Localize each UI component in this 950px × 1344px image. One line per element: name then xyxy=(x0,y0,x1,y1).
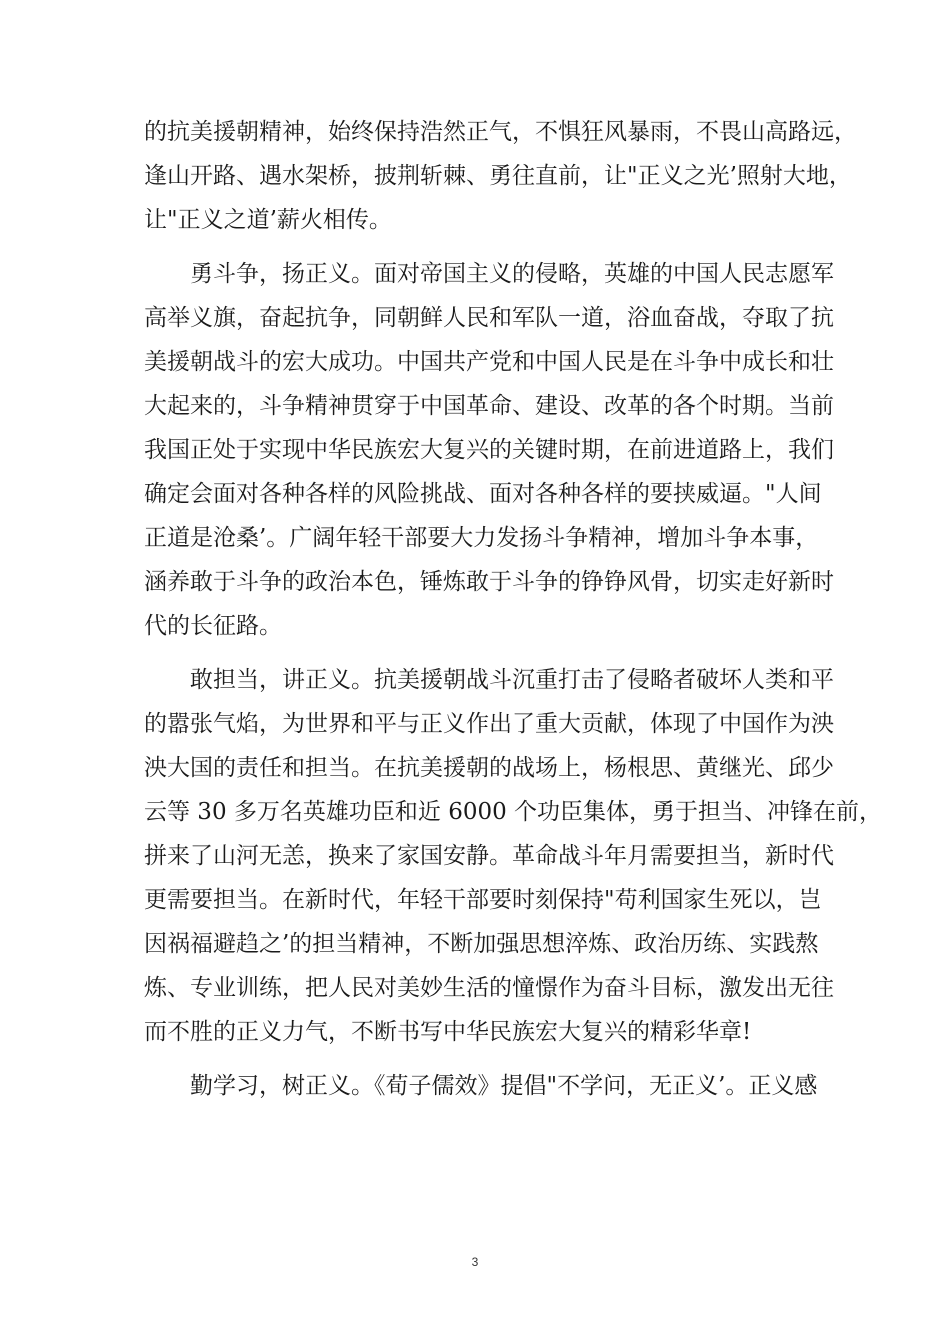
text-line: 云等 30 多万名英雄功臣和近 6000 个功臣集体，勇于担当、冲锋在前， xyxy=(144,799,883,825)
text-line: 因祸福避趋之’的担当精神，不断加强思想淬炼、政治历练、实践熬 xyxy=(144,931,819,957)
text-line: 的嚣张气焰，为世界和平与正义作出了重大贡献，体现了中国作为泱 xyxy=(144,711,834,737)
text-line: 让"正义之道’薪火相传。 xyxy=(144,207,392,233)
paragraph xyxy=(144,658,883,1054)
paragraph xyxy=(144,252,834,648)
text-line: 我国正处于实现中华民族宏大复兴的关键时期，在前进道路上，我们 xyxy=(144,437,834,463)
text-line: 逢山开路、遇水架桥，披荆斩棘、勇往直前，让"正义之光’照射大地， xyxy=(144,163,852,189)
text-line: 高举义旗，奋起抗争，同朝鲜人民和军队一道，浴血奋战，夺取了抗 xyxy=(144,305,834,331)
text-line: 的抗美援朝精神，始终保持浩然正气，不惧狂风暴雨，不畏山高路远， xyxy=(144,119,857,145)
text-line: 确定会面对各种各样的风险挑战、面对各种各样的要挟威逼。"人间 xyxy=(144,481,822,507)
text-line: 代的长征路。 xyxy=(144,613,282,639)
text-line: 而不胜的正义力气，不断书写中华民族宏大复兴的精彩华章! xyxy=(144,1019,752,1045)
text-line: 大起来的，斗争精神贯穿于中国革命、建设、改革的各个时期。当前 xyxy=(144,393,834,419)
text-line: 敢担当，讲正义。抗美援朝战斗沉重打击了侵略者破坏人类和平 xyxy=(190,667,834,693)
text-line: 勤学习，树正义。《荀子儒效》提倡"不学问，无正义’。正义感 xyxy=(190,1073,818,1099)
text-line: 泱大国的责任和担当。在抗美援朝的战场上，杨根思、黄继光、邱少 xyxy=(144,755,834,781)
text-line: 涵养敢于斗争的政治本色，锤炼敢于斗争的铮铮风骨，切实走好新时 xyxy=(144,569,834,595)
text-line: 拼来了山河无恙，换来了家国安静。革命战斗年月需要担当，新时代 xyxy=(144,843,834,869)
text-line: 美援朝战斗的宏大成功。中国共产党和中国人民是在斗争中成长和壮 xyxy=(144,349,834,375)
text-line: 勇斗争，扬正义。面对帝国主义的侵略，英雄的中国人民志愿军 xyxy=(190,261,834,287)
text-line: 更需要担当。在新时代，年轻干部要时刻保持"苟利国家生死以，岂 xyxy=(144,887,822,913)
text-line: 正道是沧桑’。广阔年轻干部要大力发扬斗争精神，增加斗争本事， xyxy=(144,525,819,551)
paragraph xyxy=(144,110,857,242)
text-line: 炼、专业训练，把人民对美妙生活的憧憬作为奋斗目标，激发出无往 xyxy=(144,975,834,1001)
body-text xyxy=(144,110,883,1108)
paragraph xyxy=(144,1064,818,1108)
page-number: 3 xyxy=(471,1255,479,1269)
